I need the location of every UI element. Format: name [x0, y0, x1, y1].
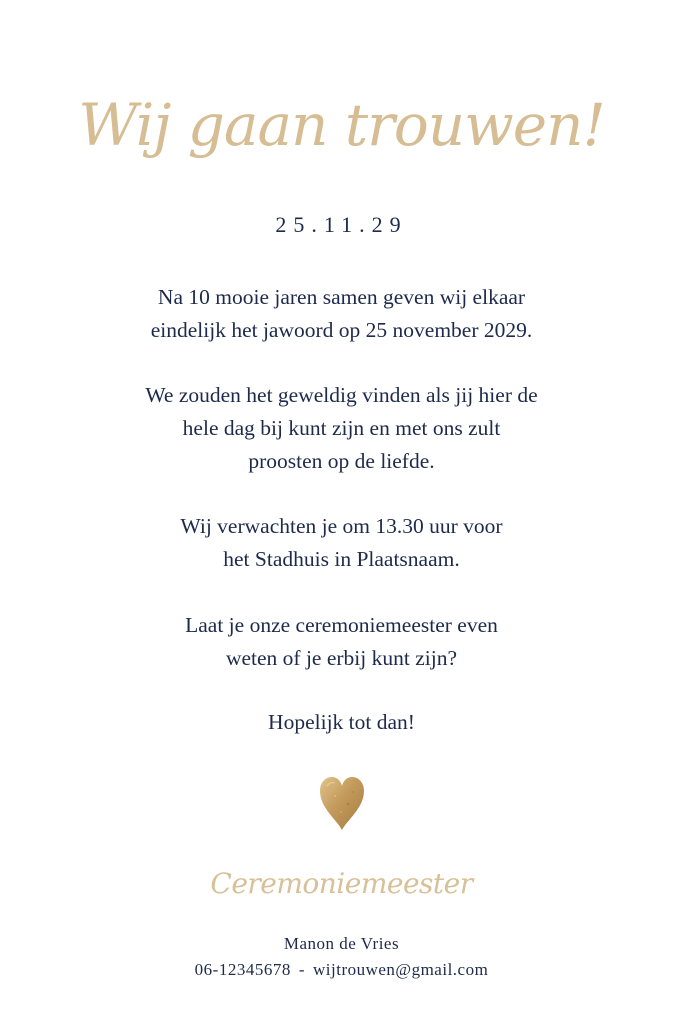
- paragraph-line: We zouden het geweldig vinden als jij hier de: [145, 383, 538, 407]
- paragraph-line: proosten op de liefde.: [248, 449, 435, 473]
- paragraph-line: het Stadhuis in Plaatsnaam.: [223, 547, 460, 571]
- paragraph-line: Laat je onze ceremoniemeester even: [185, 613, 498, 637]
- contact-phone: 06-12345678: [194, 960, 291, 979]
- paragraph-invitation: [60, 379, 623, 478]
- role-title: Ceremoniemeester: [210, 867, 473, 900]
- contact-name: Manon de Vries: [283, 934, 400, 953]
- contact-email: wijtrouwen@gmail.com: [313, 960, 489, 979]
- paragraph-closing: [60, 706, 623, 739]
- contact-separator: -: [298, 960, 305, 979]
- wedding-date: 25.11.29: [275, 212, 408, 237]
- heart-icon: [317, 774, 367, 832]
- paragraph-line: eindelijk het jawoord op 25 november 2029.: [150, 318, 533, 342]
- invitation-title: Wij gaan trouwen!: [78, 91, 605, 159]
- paragraph-line: Hopelijk tot dan!: [268, 710, 415, 734]
- paragraph-line: weten of je erbij kunt zijn?: [225, 646, 458, 670]
- contact-details: [0, 960, 683, 980]
- paragraph-time-location: [60, 510, 623, 576]
- paragraph-announcement: [60, 281, 623, 347]
- paragraph-line: hele dag bij kunt zijn en met ons zult: [182, 416, 501, 440]
- paragraph-line: Wij verwachten je om 13.30 uur voor: [180, 514, 503, 538]
- paragraph-line: Na 10 mooie jaren samen geven wij elkaar: [157, 285, 526, 309]
- paragraph-rsvp: [60, 609, 623, 675]
